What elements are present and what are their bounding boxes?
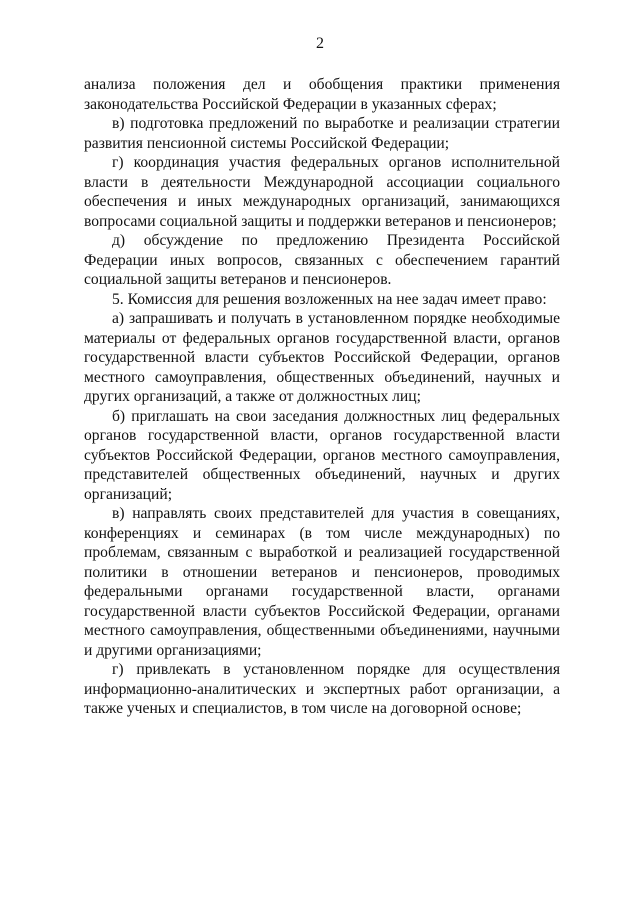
paragraph-item-d-discussion: д) обсуждение по предложению Президента Российской Федерации иных вопросов, связанных с обеспечением гарантий социальной защиты ветеранов и пенсионеров. bbox=[84, 232, 560, 288]
paragraph-item-a-request-materials: а) запрашивать и получать в установленном порядке необходимые материалы от федеральных органов государственной власти, органов государственной власти субъектов Российской Федерации, органов местного самоуправления, общественных объединений, научных и других организаций, а также от должностных лиц; bbox=[84, 310, 560, 405]
paragraph-clause-5: 5. Комиссия для решения возложенных на нее задач имеет право: bbox=[112, 290, 547, 308]
paragraph-item-g-engage-organizations: г) привлекать в установленном порядке для осуществления информационно-аналитических и экспертных работ организации, а также ученых и специалистов, в том числе на договорной основе; bbox=[84, 661, 560, 717]
paragraph-item-g-coordination: г) координация участия федеральных органов исполнительной власти в деятельности Международной ассоциации социального обеспечения и иных международных организаций, занимающихся вопросами социальной защиты и поддержки ветеранов и пенсионеров; bbox=[84, 154, 560, 230]
paragraph-item-b-invite-officials: б) приглашать на свои заседания должностных лиц федеральных органов государственной власти, органов государственной власти субъектов Российской Федерации, органов местного самоуправления, представителей общественных объединений, научных и других организаций; bbox=[84, 407, 560, 503]
paragraph-item-v-pension-strategy: в) подготовка предложений по выработке и реализации стратегии развития пенсионной системы Российской Федерации; bbox=[84, 115, 560, 152]
paragraph-item-v-send-representatives: в) направлять своих представителей для участия в совещаниях, конференциях и семинарах (в том числе международных) по проблемам, связанным с выработкой и реализацией государственной политики в отношении ветеранов и пенсионеров, проводимых федеральными органами государственной власти, органами государственной власти субъектов Российской Федерации, органами местного самоуправления, общественными объединениями, научными и другими организациями; bbox=[84, 505, 560, 659]
paragraph-continuation: анализа положения дел и обобщения практики применения законодательства Российской Федерации в указанных сферах; bbox=[84, 76, 560, 113]
page-number: 2 bbox=[316, 35, 324, 52]
document-body bbox=[84, 75, 560, 719]
